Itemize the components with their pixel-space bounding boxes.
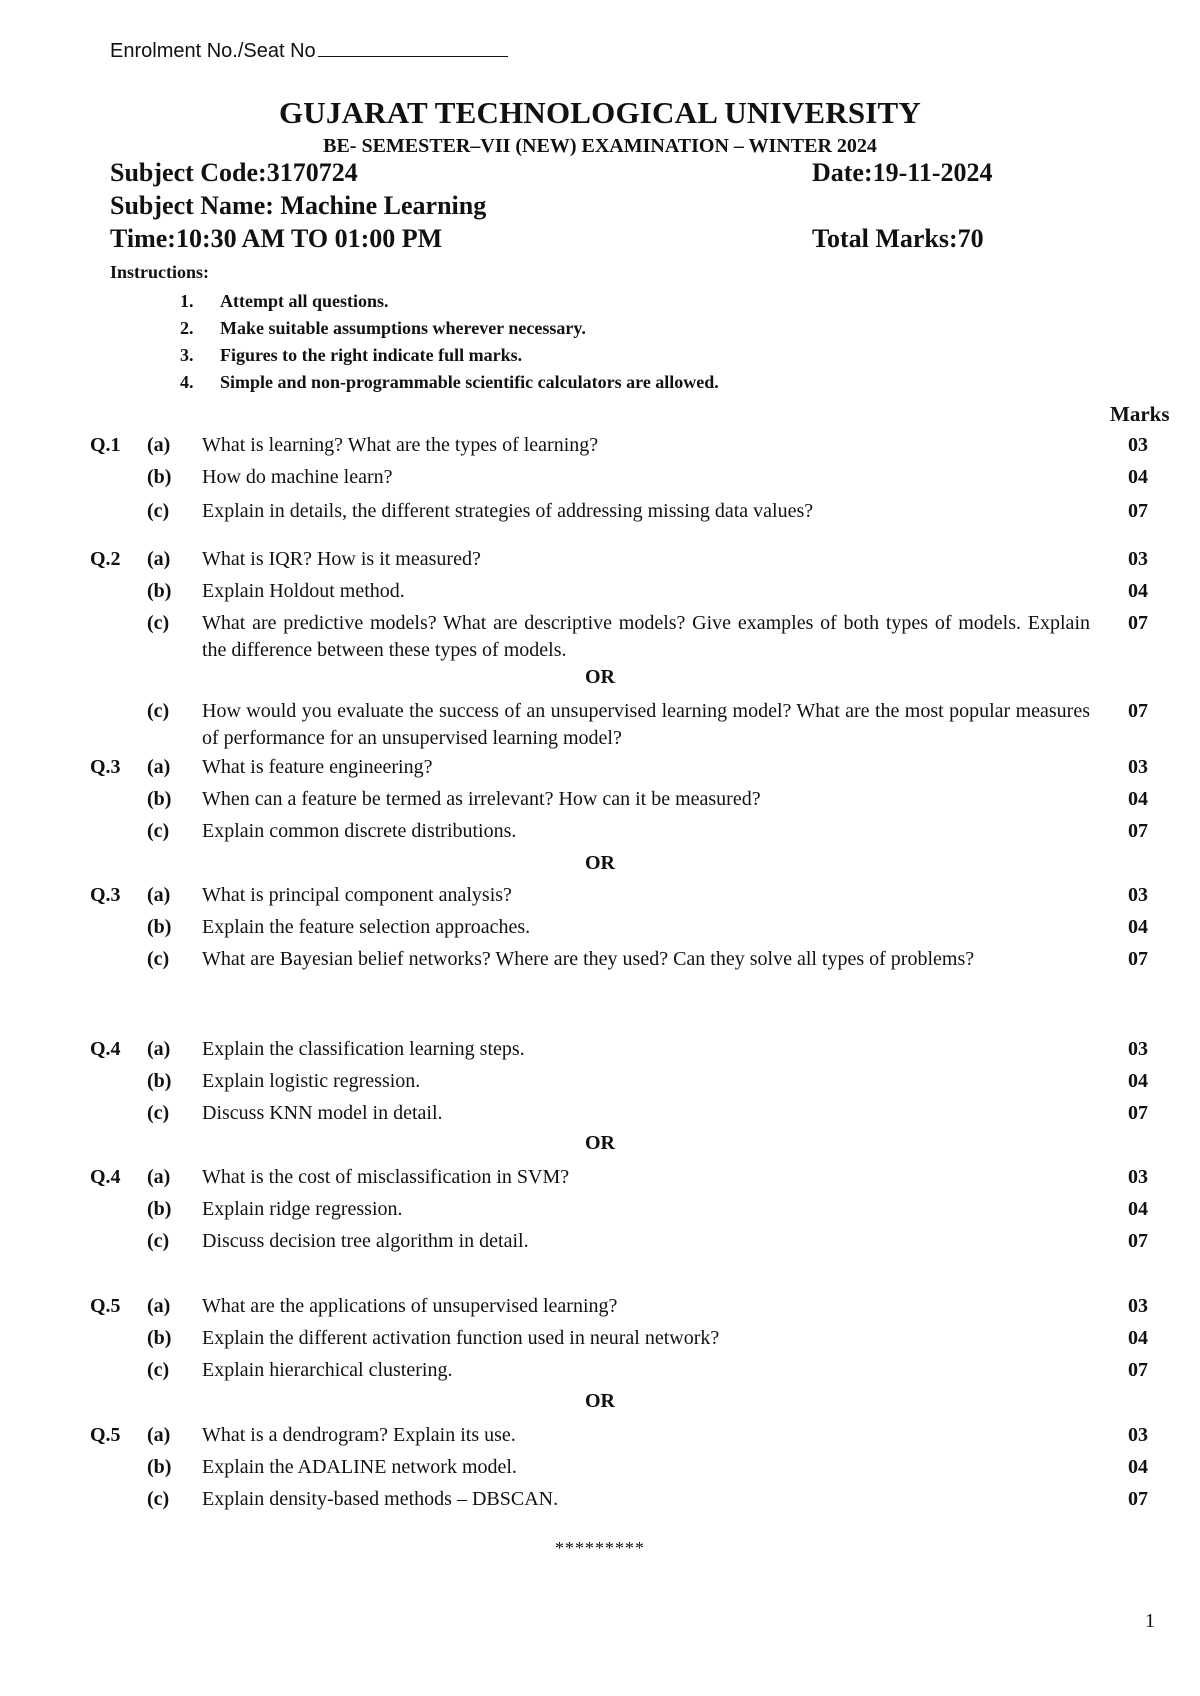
- question-marks: 03: [1128, 548, 1148, 570]
- enrolment-line: [110, 38, 508, 63]
- question-part: (c): [147, 700, 170, 722]
- question-marks: 04: [1128, 580, 1148, 602]
- question-number: Q.2: [90, 548, 121, 570]
- instruction-text: Figures to the right indicate full marks.: [220, 345, 523, 365]
- instruction-number: 2.: [180, 318, 194, 338]
- question-part: (b): [147, 1070, 172, 1092]
- university-title: GUJARAT TECHNOLOGICAL UNIVERSITY: [278, 95, 922, 130]
- question-marks: 03: [1128, 884, 1148, 906]
- question-part: (c): [147, 820, 170, 842]
- question-marks: 03: [1128, 1424, 1148, 1446]
- instruction-item: [180, 288, 719, 315]
- enrolment-label: Enrolment No./Seat No: [110, 40, 316, 62]
- question-number: Q.5: [90, 1295, 121, 1317]
- question-part: (b): [147, 916, 172, 938]
- question-part: (a): [147, 884, 171, 906]
- question-marks: 03: [1128, 434, 1148, 456]
- subject-name: Subject Name: Machine Learning: [110, 191, 487, 220]
- question-number: Q.3: [90, 756, 121, 778]
- question-text: When can a feature be termed as irrelevant? How can it be measured?: [202, 788, 761, 810]
- exam-date: Date:19-11-2024: [812, 158, 993, 187]
- question-marks: 07: [1128, 1488, 1148, 1510]
- question-text: What is principal component analysis?: [202, 884, 512, 906]
- instructions-title: Instructions:: [110, 262, 210, 282]
- instruction-number: 1.: [180, 291, 194, 311]
- question-text: How would you evaluate the success of an unsupervised learning model? What are the most popular measures of performance for an unsupervised learning model?: [202, 700, 1090, 749]
- question-text: Explain common discrete distributions.: [202, 820, 517, 842]
- question-part: (a): [147, 1424, 171, 1446]
- end-stars: *********: [555, 1538, 645, 1558]
- instruction-item: [180, 315, 719, 342]
- question-text: Explain in details, the different strategies of addressing missing data values?: [202, 500, 814, 522]
- question-part: (a): [147, 756, 171, 778]
- question-marks: 03: [1128, 1166, 1148, 1188]
- question-part: (c): [147, 1359, 170, 1381]
- question-marks: 04: [1128, 1456, 1148, 1478]
- instruction-item: [180, 369, 719, 396]
- instructions-list: [180, 288, 719, 396]
- question-part: (c): [147, 1230, 170, 1252]
- question-part: (b): [147, 466, 172, 488]
- question-text: What are predictive models? What are descriptive models? Give examples of both types of models. Explain the difference between these types of models.: [202, 612, 1090, 661]
- question-marks: 07: [1128, 700, 1148, 722]
- question-marks: 04: [1128, 466, 1148, 488]
- question-text: Explain the ADALINE network model.: [202, 1456, 517, 1478]
- instruction-number: 3.: [180, 345, 194, 365]
- question-marks: 07: [1128, 1230, 1148, 1252]
- question-marks: 07: [1128, 500, 1148, 522]
- question-part: (c): [147, 1488, 170, 1510]
- question-part: (b): [147, 580, 172, 602]
- question-part: (a): [147, 548, 171, 570]
- or-separator: OR: [585, 852, 615, 874]
- instruction-text: Attempt all questions.: [220, 291, 389, 311]
- question-text: Explain ridge regression.: [202, 1198, 403, 1220]
- subject-code: Subject Code:3170724: [110, 158, 358, 187]
- question-marks: 07: [1128, 948, 1148, 970]
- question-part: (a): [147, 1295, 171, 1317]
- question-text: Explain logistic regression.: [202, 1070, 421, 1092]
- question-text: What are the applications of unsupervised learning?: [202, 1295, 618, 1317]
- question-text: What is the cost of misclassification in SVM?: [202, 1166, 570, 1188]
- question-part: (c): [147, 500, 170, 522]
- exam-time: Time:10:30 AM TO 01:00 PM: [110, 224, 443, 253]
- question-text: Explain the classification learning steps.: [202, 1038, 525, 1060]
- question-text: What is learning? What are the types of learning?: [202, 434, 599, 456]
- question-part: (c): [147, 948, 170, 970]
- instruction-text: Make suitable assumptions wherever necessary.: [220, 318, 586, 338]
- question-text: How do machine learn?: [202, 466, 393, 488]
- question-marks: 07: [1128, 1359, 1148, 1381]
- instruction-item: [180, 342, 719, 369]
- or-separator: OR: [585, 666, 615, 688]
- question-marks: 04: [1128, 1070, 1148, 1092]
- question-marks: 04: [1128, 916, 1148, 938]
- question-number: Q.4: [90, 1166, 121, 1188]
- question-text: Discuss KNN model in detail.: [202, 1102, 443, 1124]
- question-number: Q.4: [90, 1038, 121, 1060]
- question-text: What are Bayesian belief networks? Where are they used? Can they solve all types of problems?: [202, 948, 975, 970]
- question-part: (b): [147, 1456, 172, 1478]
- question-text: Discuss decision tree algorithm in detail.: [202, 1230, 529, 1252]
- question-text: What is IQR? How is it measured?: [202, 548, 481, 570]
- question-marks: 04: [1128, 788, 1148, 810]
- question-part: (c): [147, 1102, 170, 1124]
- question-text: Explain the feature selection approaches.: [202, 916, 531, 938]
- total-marks: Total Marks:70: [812, 224, 984, 253]
- question-marks: 03: [1128, 756, 1148, 778]
- question-marks: 03: [1128, 1295, 1148, 1317]
- page-number: 1: [1145, 1610, 1155, 1632]
- or-separator: OR: [585, 1390, 615, 1412]
- question-part: (b): [147, 788, 172, 810]
- question-text: Explain Holdout method.: [202, 580, 405, 602]
- question-number: Q.3: [90, 884, 121, 906]
- or-separator: OR: [585, 1132, 615, 1154]
- marks-header: Marks: [1110, 402, 1170, 426]
- question-part: (c): [147, 612, 170, 634]
- question-text: What is a dendrogram? Explain its use.: [202, 1424, 516, 1446]
- question-marks: 04: [1128, 1327, 1148, 1349]
- enrolment-blank: [318, 38, 508, 57]
- question-part: (b): [147, 1327, 172, 1349]
- question-marks: 07: [1128, 1102, 1148, 1124]
- question-number: Q.5: [90, 1424, 121, 1446]
- question-text: Explain hierarchical clustering.: [202, 1359, 453, 1381]
- question-number: Q.1: [90, 434, 121, 456]
- instruction-text: Simple and non-programmable scientific calculators are allowed.: [220, 372, 719, 392]
- instruction-number: 4.: [180, 372, 194, 392]
- question-marks: 04: [1128, 1198, 1148, 1220]
- question-part: (a): [147, 1166, 171, 1188]
- question-text: What is feature engineering?: [202, 756, 433, 778]
- question-text: Explain density-based methods – DBSCAN.: [202, 1488, 559, 1510]
- question-part: (a): [147, 1038, 171, 1060]
- question-marks: 07: [1128, 820, 1148, 842]
- question-marks: 07: [1128, 612, 1148, 634]
- question-marks: 03: [1128, 1038, 1148, 1060]
- question-part: (a): [147, 434, 171, 456]
- exam-title: BE- SEMESTER–VII (NEW) EXAMINATION – WINTER 2024: [323, 135, 877, 157]
- question-text: Explain the different activation function used in neural network?: [202, 1327, 720, 1349]
- question-part: (b): [147, 1198, 172, 1220]
